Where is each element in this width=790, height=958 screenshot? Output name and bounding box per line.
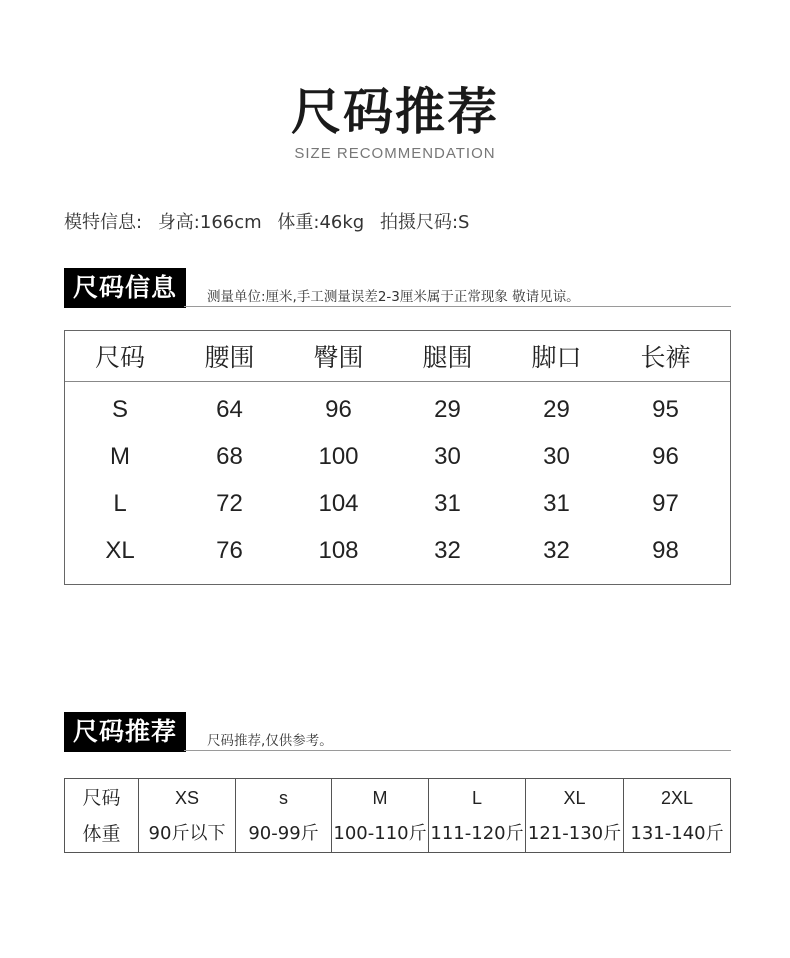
table-row — [65, 433, 730, 480]
model-info-label: 模特信息: — [64, 212, 143, 233]
model-info — [64, 208, 479, 234]
table-row — [65, 480, 730, 527]
size-rec-tag: 尺码推荐 — [64, 712, 186, 752]
size-info-table — [64, 330, 731, 585]
table-cell: 76 — [216, 536, 243, 564]
size-cell — [236, 779, 332, 853]
table-cell: 30 — [543, 442, 570, 470]
size-cell — [624, 779, 731, 853]
column-header: 臀围 — [313, 343, 364, 372]
table-cell: 98 — [652, 536, 679, 564]
table-cell: 97 — [652, 489, 679, 517]
table-cell: XL — [105, 536, 135, 564]
page-title: 尺码推荐 — [291, 83, 499, 141]
size-label: 2XL — [660, 787, 694, 808]
table-cell: 31 — [434, 489, 461, 517]
table-row — [65, 527, 730, 574]
table-cell: 29 — [434, 395, 461, 423]
table-cell: 108 — [318, 536, 359, 564]
section-divider — [184, 306, 731, 307]
table-cell: S — [111, 395, 128, 423]
size-label: M — [372, 787, 388, 808]
column-header: 腰围 — [204, 343, 255, 372]
page-subtitle: SIZE RECOMMENDATION — [294, 145, 496, 162]
size-cell — [429, 779, 526, 853]
row-label: 尺码 — [82, 786, 121, 809]
row-label: 体重 — [82, 822, 121, 845]
table-cell: 72 — [216, 489, 243, 517]
weight-range: 90-99斤 — [248, 822, 319, 844]
column-header: 长裤 — [640, 343, 691, 372]
weight-range: 111-120斤 — [430, 822, 524, 844]
column-header: 尺码 — [94, 343, 145, 372]
section-divider — [184, 750, 731, 751]
size-rec-note: 尺码推荐,仅供参考。 — [207, 733, 333, 749]
table-cell: 64 — [216, 395, 243, 423]
table-cell: 68 — [216, 442, 243, 470]
table-cell: 32 — [543, 536, 570, 564]
table-cell: L — [113, 489, 127, 517]
model-size: 拍摄尺码:S — [379, 212, 470, 233]
table-cell: M — [110, 442, 130, 470]
table-row — [65, 386, 730, 433]
table-cell: 96 — [325, 395, 352, 423]
size-label: XL — [563, 787, 586, 808]
table-cell: 96 — [652, 442, 679, 470]
table-body — [65, 382, 730, 574]
size-info-note: 测量单位:厘米,手工测量误差2-3厘米属于正常现象 敬请见谅。 — [207, 289, 580, 305]
table-cell: 32 — [434, 536, 461, 564]
table-row — [65, 779, 731, 853]
weight-range: 100-110斤 — [333, 822, 427, 844]
model-weight: 体重:46kg — [277, 212, 365, 233]
size-cell — [332, 779, 429, 853]
table-cell: 100 — [318, 442, 359, 470]
size-cell — [139, 779, 236, 853]
table-cell: 29 — [543, 395, 570, 423]
table-cell: 95 — [652, 395, 679, 423]
size-label: L — [471, 787, 482, 808]
weight-range: 131-140斤 — [630, 822, 724, 844]
weight-range: 90斤以下 — [148, 822, 226, 844]
table-cell: 104 — [318, 489, 359, 517]
table-header-row — [65, 331, 730, 382]
column-header: 腿围 — [422, 343, 473, 372]
weight-range: 121-130斤 — [527, 822, 622, 844]
size-info-tag: 尺码信息 — [64, 268, 186, 308]
table-cell: 30 — [434, 442, 461, 470]
model-height: 身高:166cm — [157, 212, 262, 233]
size-rec-table — [64, 778, 731, 853]
table-cell: 31 — [543, 489, 570, 517]
row-label-cell — [65, 779, 139, 853]
size-info-header — [64, 268, 731, 310]
size-rec-header — [64, 712, 731, 754]
column-header: 脚口 — [531, 343, 582, 372]
size-cell — [526, 779, 624, 853]
size-label: XS — [174, 787, 199, 808]
size-label: s — [279, 787, 288, 808]
